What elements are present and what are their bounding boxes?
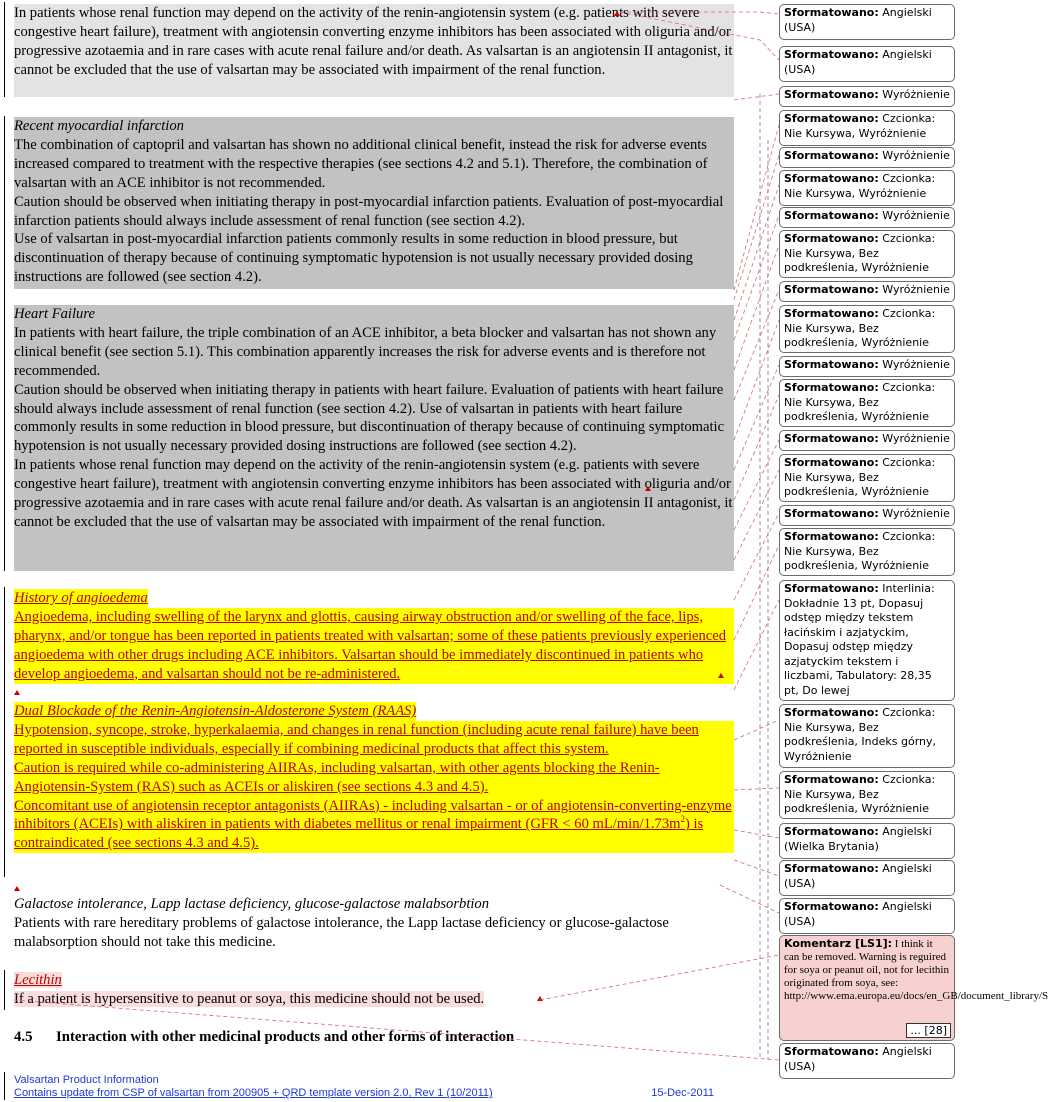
format-balloon[interactable] [779,1043,955,1079]
renal-function-paragraph [14,4,734,97]
leader-line [734,320,779,440]
format-balloon[interactable] [779,46,955,82]
hf-paragraph-2: Caution should be observed when initiating therapy in patients with heart failure. Evaluation of patients with heart failure should always include assessment of renal function (see section 4.2). Use of valsartan in patients with heart failure commonly results in some reduction in blood pressure, but discontinuation of therapy because of continuing symptomatic hypotension is not usually necessary provided dosing instructions are followed (see section 4.2). [14,381,725,455]
balloon-text: Wyróżnienie [882,209,950,222]
change-bar [4,970,5,1010]
raas-paragraph-1: Hypotension, syncope, stroke, hyperkalaemia, and changes in renal function (including acute renal failure) have been reported in susceptible individuals, especially if combining medicinal products that affect this system. [14,721,734,759]
balloon-label: Sformatowano: [784,172,879,185]
balloon-text: Wyróżnienie [882,88,950,101]
section-title: Interaction with other medicinal products and other forms of interaction [56,1029,515,1045]
section-number: 4.5 [14,1029,33,1045]
balloon-text: Wyróżnienie [882,432,950,445]
format-balloon[interactable] [779,4,955,40]
revision-mark [537,996,543,1001]
balloon-text: Czcionka: Nie Kursywa, Bez podkreślenia, Indeks górny, Wyróżnienie [784,706,937,763]
balloon-label: Sformatowano: [784,773,879,786]
leader-line [734,860,779,876]
change-bar [4,1072,5,1100]
footer-date: 15-Dec-2011 [651,1087,714,1099]
raas-p3-text-b: ) is contraindicated (see sections 4.3 and 4.5). [14,816,704,852]
balloon-label: Sformatowano: [784,862,879,875]
leader-line [734,125,779,290]
format-balloon[interactable] [779,528,955,576]
balloon-label: Sformatowano: [784,432,879,445]
format-balloon[interactable] [779,230,955,278]
mi-paragraph-3: Use of valsartan in post-myocardial infarction patients commonly results in some reduction in blood pressure, but discontinuation of therapy because of continuing symptomatic hypotension is not usually necessary provided dosing instructions are followed (see section 4.2). [14,231,693,286]
format-balloon[interactable] [779,379,955,427]
balloon-label: Sformatowano: [784,706,879,719]
format-balloon[interactable] [779,860,955,896]
format-balloon[interactable] [779,898,955,934]
balloon-text: Angielski (USA) [784,900,932,928]
galactose-paragraph: Patients with rare hereditary problems of galactose intolerance, the Lapp lactase deficiency or glucose-galactose malabsorption should not take this medicine. [14,914,669,950]
format-balloon[interactable] [779,356,955,377]
mi-section [14,117,734,289]
balloon-text: Wyróżnienie [882,507,950,520]
leader-line [734,94,779,100]
balloon-label: Sformatowano: [784,6,879,19]
balloon-label: Sformatowano: [784,825,879,838]
footer-revision: Contains update from CSP of valsartan from 200905 + QRD template version 2.0, Rev 1 (10/2011) [14,1087,493,1099]
renal-text: In patients whose renal function may depend on the activity of the renin-angiotensin system (e.g. patients with severe congestive heart failure), treatment with angiotensin converting enzyme inhibitors has been associated with oliguria and/or progressive azotaemia and in rare cases with acute renal failure and/or death. As valsartan is an angiotensin II antagonist, it cannot be excluded that the use of valsartan may be associated with impairment of the renal function. [14,5,733,78]
angioedema-section [14,589,734,684]
balloon-text: Wyróżnienie [882,149,950,162]
leader-line [734,830,779,838]
format-balloon[interactable] [779,505,955,526]
raas-p3-text-a: Concomitant use of angiotensin receptor antagonists (AIIRAs) - including valsartan - or of angiotensin-converting-enzyme inhibitors (ACEIs) with aliskiren in patients with diabetes mellitus or renal impairment (GFR < 60 mL/min/1.73m [14,797,732,833]
comment-text: I think it can be removed. Warning is reguired for soya or peanut oil, not for lecithin originated from soya, see: http://www.ema.europa.eu/docs/en_GB/document_library/S [784,938,1048,1002]
leader-line [734,470,779,560]
galactose-heading: Galactose intolerance, Lapp lactase deficiency, glucose-galactose malabsorbtion [14,896,490,912]
leader-line [734,365,779,470]
format-balloon[interactable] [779,771,955,819]
leader-line [734,440,779,530]
change-bar [4,2,5,97]
lecithin-paragraph: If a patient is hypersensitive to peanut or soya, this medicine should not be used. [14,990,485,1007]
hf-paragraph-3: In patients whose renal function may depend on the activity of the renin-angiotensin system (e.g. patients with severe congestive heart failure), treatment with angiotensin converting enzyme inhibitors has been associated with oliguria and/or progressive azotaemia and in rare cases with acute renal failure and/or death. As valsartan is an angiotensin II antagonist, it cannot be excluded that the use of valsartan may be associated with impairment of the renal function. [14,457,733,530]
balloon-text: Czcionka: Nie Kursywa, Bez podkreślenia, Wyróżnienie [784,381,936,423]
lecithin-heading: Lecithin [14,972,62,988]
balloon-label: Sformatowano: [784,88,879,101]
balloon-label: Sformatowano: [784,232,879,245]
balloon-text: Czcionka: Nie Kursywa, Bez podkreślenia, Wyróżnienie [784,773,936,815]
format-balloon[interactable] [779,86,955,107]
balloon-text: Angielski (USA) [784,48,932,76]
leader-line [734,600,779,690]
angioedema-heading: History of angioedema [14,590,148,606]
leader-line [734,290,779,400]
balloon-text: Czcionka: Nie Kursywa, Bez podkreślenia, Wyróżnienie [784,307,936,349]
balloon-label: Sformatowano: [784,381,879,394]
format-balloon[interactable] [779,147,955,168]
format-balloon[interactable] [779,454,955,502]
balloon-text: Interlinia: Dokładnie 13 pt, Dopasuj odstęp między tekstem łacińskim i azjatyckim, Dopasuj odstęp między azjatyckim tekstem i liczbami, Tabulatory: 28,35 pt, Do lewej [784,582,935,697]
balloon-text: Czcionka: Nie Kursywa, Wyróżnienie [784,172,936,200]
lecithin-section [14,971,734,1009]
raas-heading: Dual Blockade of the Renin-Angiotensin-Aldosterone System (RAAS) [14,703,417,719]
balloon-label: Sformatowano: [784,900,879,913]
leader-line [734,720,779,740]
format-balloon[interactable] [779,823,955,859]
format-balloon[interactable] [779,170,955,206]
hf-paragraph-1: In patients with heart failure, the triple combination of an ACE inhibitor, a beta blocker and valsartan has not shown any clinical benefit (see section 5.1). This combination apparently increases the risk for adverse events and is therefore not recommended. [14,324,717,379]
revision-mark [614,11,620,16]
format-balloon[interactable] [779,207,955,228]
balloon-text: Angielski (USA) [784,862,932,890]
raas-paragraph-3 [14,797,734,854]
balloon-label: Sformatowano: [784,48,879,61]
balloon-label: Sformatowano: [784,112,879,125]
format-balloon[interactable] [779,580,955,701]
mi-paragraph-2: Caution should be observed when initiating therapy in post-myocardial infarction patients. Evaluation of post-myocardial infarction patients should always include assessment of renal function (see section 4.2). [14,193,724,229]
revision-mark [645,486,651,491]
balloon-label: Sformatowano: [784,1045,879,1058]
balloon-text: Czcionka: Nie Kursywa, Bez podkreślenia, Wyróżnienie [784,530,936,572]
balloon-label: Sformatowano: [784,209,879,222]
balloon-text: Wyróżnienie [882,358,950,371]
leader-line [734,545,779,640]
mi-paragraph-1: The combination of captopril and valsartan has shown no additional clinical benefit, instead the risk for adverse events increased compared to treatment with the respective therapies (see sections 4.2 and 5.1). Therefore, the combination of valsartan with an ACE inhibitor is not recommended. [14,136,708,191]
format-balloon[interactable] [779,281,955,302]
leader-line [734,395,779,500]
hf-heading: Heart Failure [14,306,95,322]
raas-p3-sup: 2 [680,814,685,825]
format-balloon[interactable] [779,704,955,768]
balloon-text: Czcionka: Nie Kursywa, Bez podkreślenia, Wyróżnienie [784,232,936,274]
balloon-text: Czcionka: Nie Kursywa, Bez podkreślenia, Wyróżnienie [784,456,936,498]
change-bar [4,587,5,877]
balloon-label: Sformatowano: [784,582,879,595]
balloon-text: Wyróżnienie [882,283,950,296]
footer-title: Valsartan Product Information [14,1074,159,1086]
balloon-label: Sformatowano: [784,358,879,371]
balloon-text: Angielski (USA) [784,1045,932,1073]
balloon-label: Sformatowano: [784,283,879,296]
balloon-label: Sformatowano: [784,307,879,320]
section-4-5-heading [14,1028,734,1047]
leader-line [734,245,779,370]
angioedema-paragraph: Angioedema, including swelling of the larynx and glottis, causing airway obstruction and/or swelling of the face, lips, pharynx, and/or tongue has been reported in patients treated with valsartan; some of these patients previously experienced angioedema with other drugs including ACE inhibitors. Valsartan should be immediately discontinued in patients who develop angioedema, and valsartan should not be re-administered. [14,608,734,684]
comment-label: Komentarz [LS1]: [784,937,893,950]
balloon-label: Sformatowano: [784,530,879,543]
format-balloon[interactable] [779,305,955,353]
leader-line [734,185,779,320]
revision-mark [718,673,724,678]
galactose-section [14,895,734,952]
mi-heading: Recent myocardial infarction [14,118,184,134]
leader-line [734,513,779,600]
balloon-text: Czcionka: Nie Kursywa, Wyróżnienie [784,112,936,140]
revision-mark [14,690,20,695]
balloon-label: Sformatowano: [784,149,879,162]
comment-balloon[interactable] [779,935,1048,1041]
leader-line [734,788,779,790]
raas-paragraph-2: Caution is required while co-administering AIIRAs, including valsartan, with other agents blocking the Renin-Angiotensin-System (RAS) such as ACEIs or aliskiren (see sections 4.3 and 4.5). [14,759,734,797]
balloon-label: Sformatowano: [784,456,879,469]
format-balloon[interactable] [779,430,955,451]
format-balloon[interactable] [779,110,955,146]
balloon-text: Angielski (USA) [784,6,932,34]
revision-mark [14,886,20,891]
change-bar [4,116,5,571]
balloon-text: Angielski (Wielka Brytania) [784,825,932,853]
heart-failure-section [14,305,734,571]
comment-more-button[interactable]: ... [28] [906,1023,951,1038]
raas-section [14,702,734,853]
page-footer [14,1074,714,1100]
leader-line [734,155,779,300]
leader-line [734,215,779,340]
balloon-label: Sformatowano: [784,507,879,520]
